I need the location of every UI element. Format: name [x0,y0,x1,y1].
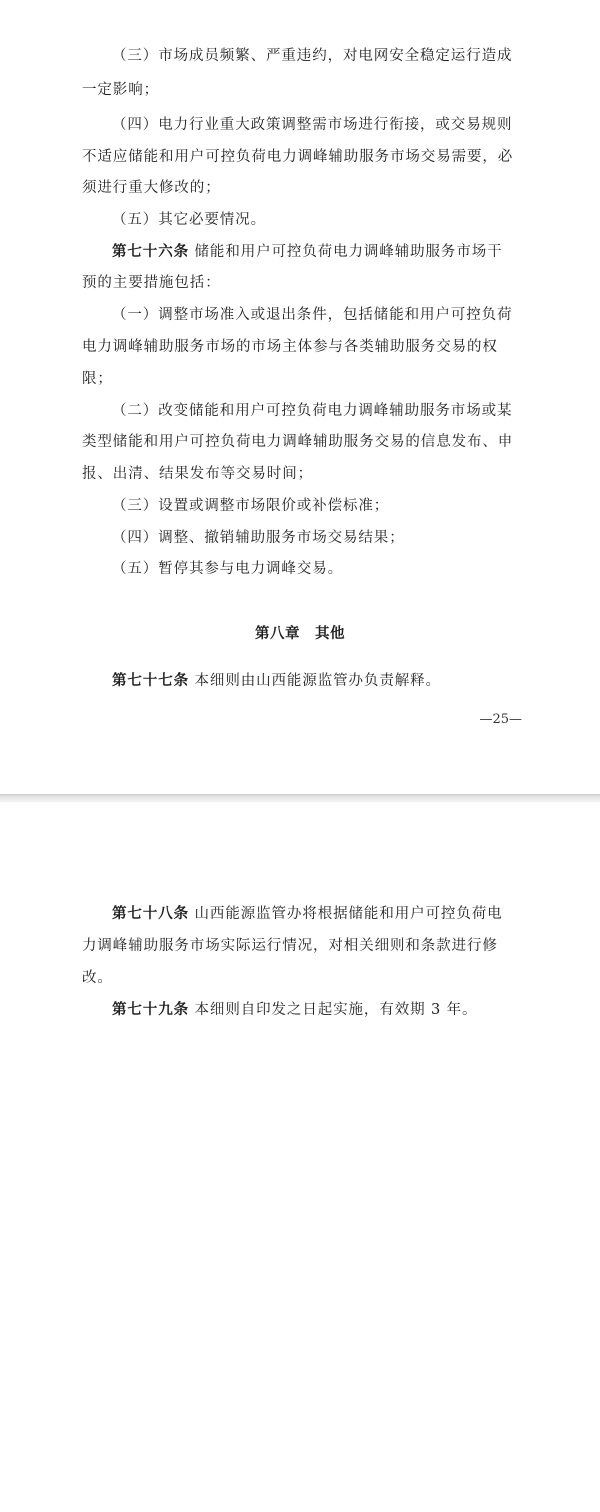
article-77-label: 第七十七条 [112,672,189,689]
article-79-text: 本细则自印发之日起实施，有效期 3 年。 [194,1002,478,1018]
paragraph-line: （二）改变储能和用户可控负荷电力调峰辅助服务市场或某 [112,403,513,419]
paragraph-line: 不适应储能和用户可控负荷电力调峰辅助服务市场交易需要，必 [82,149,514,165]
article-76-text: 储能和用户可控负荷电力调峰辅助服务市场干 [194,244,503,260]
article-79-label: 第七十九条 [112,1001,189,1018]
article-78-text: 山西能源监管办将根据储能和用户可控负荷电 [194,906,503,922]
paragraph-line: 须进行重大修改的； [82,180,221,196]
paragraph-line: 电力调峰辅助服务市场的市场主体参与各类辅助服务交易的权 [82,339,498,355]
article-78-label: 第七十八条 [112,905,189,922]
paragraph-line: 一定影响； [82,82,159,98]
paragraph-line: 报、出清、结果发布等交易时间； [82,466,313,482]
page-separator [0,794,600,802]
paragraph-line: 类型储能和用户可控负荷电力调峰辅助服务交易的信息发布、申 [82,434,514,450]
paragraph-line: （三）设置或调整市场限价或补偿标准； [112,498,390,514]
document-page-26 [0,802,600,1512]
chapter-heading: 第八章 其他 [255,626,345,642]
paragraph-line: （四）电力行业重大政策调整需市场进行衔接，或交易规则 [112,117,513,133]
article-76-label: 第七十六条 [112,243,189,260]
paragraph-line: 限； [82,371,113,387]
paragraph-line: 力调峰辅助服务市场实际运行情况，对相关细则和条款进行修 [82,938,498,954]
page-number: —25— [479,712,522,727]
article-79-line [112,1000,522,1020]
paragraph-line: 改。 [82,970,113,986]
paragraph-line: （三）市场成员频繁、严重违约，对电网安全稳定运行造成 [112,48,513,64]
paragraph-line: 预的主要措施包括： [82,275,221,291]
article-78-line [112,904,522,924]
paragraph-line: （一）调整市场准入或退出条件，包括储能和用户可控负荷 [112,307,513,323]
article-76-line [112,242,522,262]
paragraph-line: （五）暂停其参与电力调峰交易。 [112,561,343,577]
article-77-line [112,671,522,691]
paragraph-line: （四）调整、撤销辅助服务市场交易结果； [112,530,405,546]
article-77-text: 本细则由山西能源监管办负责解释。 [194,673,441,689]
paragraph-line: （五）其它必要情况。 [112,212,266,228]
